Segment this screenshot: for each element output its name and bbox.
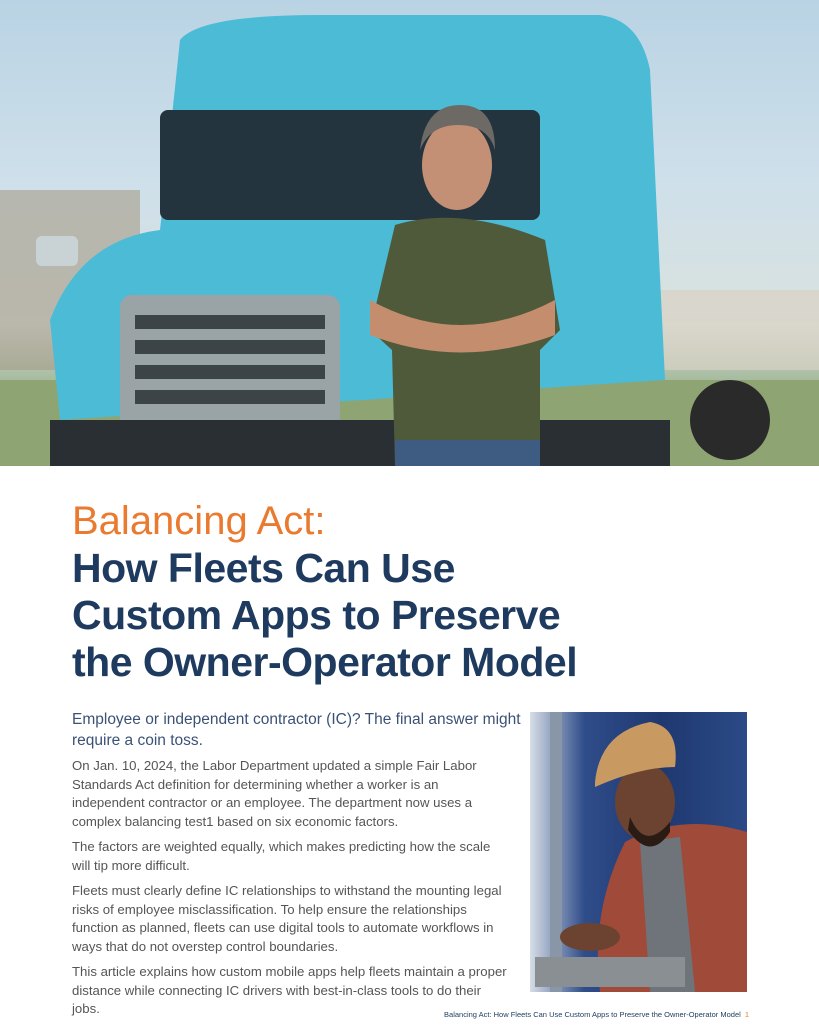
hero-illustration bbox=[0, 0, 819, 466]
page-footer bbox=[444, 1010, 749, 1019]
article-body bbox=[72, 757, 512, 1026]
subheading: Employee or independent contractor (IC)? The final answer might require a coin toss. bbox=[72, 711, 521, 749]
title-line: Custom Apps to Preserve bbox=[72, 592, 561, 638]
driver-illustration bbox=[530, 712, 747, 992]
paragraph: The factors are weighted equally, which makes predicting how the scale will tip more difficult. bbox=[72, 839, 491, 873]
paragraph: This article explains how custom mobile apps help fleets maintain a proper distance while connecting IC drivers with best-in-class tools to do their jobs. bbox=[72, 964, 507, 1016]
article-title bbox=[72, 498, 772, 686]
paragraph: On Jan. 10, 2024, the Labor Department updated a simple Fair Labor Standards Act definition for determining whether a worker is an independent contractor or an employee. The department now uses a complex balancing test1 based on six economic factors. bbox=[72, 758, 477, 829]
title-kicker: Balancing Act: bbox=[72, 499, 326, 543]
driver-phone-photo bbox=[530, 712, 747, 992]
footer-running-title: Balancing Act: How Fleets Can Use Custom Apps to Preserve the Owner-Operator Model bbox=[444, 1010, 741, 1019]
hero-photo-truck-driver bbox=[0, 0, 819, 466]
title-line: How Fleets Can Use bbox=[72, 545, 455, 591]
paragraph: Fleets must clearly define IC relationships to withstand the mounting legal risks of employee misclassification. To help ensure the relationships function as planned, fleets can use digital tools to automate workflows in ways that do not overstep control boundaries. bbox=[72, 883, 502, 954]
title-line: the Owner-Operator Model bbox=[72, 639, 578, 685]
page-number: 1 bbox=[744, 1010, 749, 1019]
